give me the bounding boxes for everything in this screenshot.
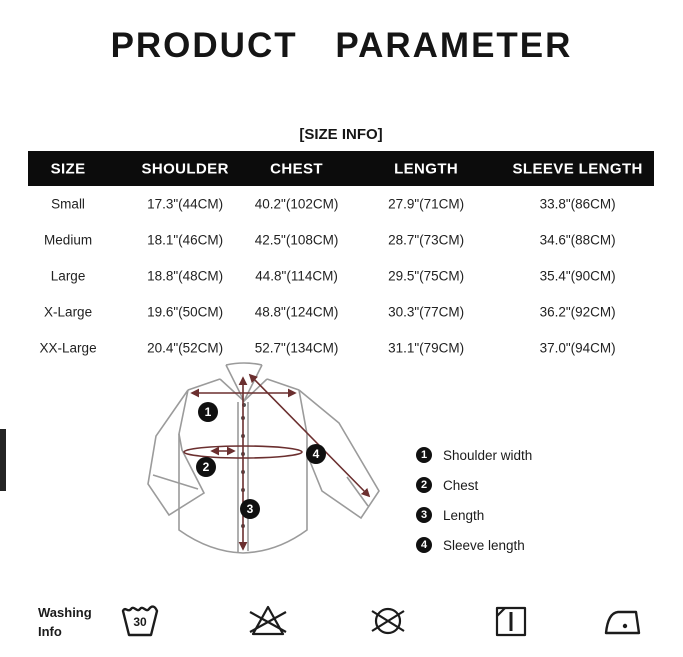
measurement-legend bbox=[416, 440, 532, 560]
size-label: X-Large bbox=[44, 304, 93, 320]
badge-2-number: 2 bbox=[202, 460, 210, 475]
legend-item-length bbox=[416, 500, 532, 530]
size-table bbox=[28, 151, 654, 366]
legend-badge-3: 3 bbox=[416, 507, 432, 523]
iron-low-heat-icon bbox=[603, 600, 643, 642]
do-not-bleach-icon bbox=[249, 600, 287, 642]
badge-3-number: 3 bbox=[246, 502, 254, 517]
badge-1-number: 1 bbox=[204, 405, 212, 420]
size-label: Small bbox=[51, 196, 85, 212]
length-value: 29.5"(75CM) bbox=[388, 268, 465, 284]
washing-info-label-line1: Washing bbox=[38, 605, 92, 620]
length-value: 27.9"(71CM) bbox=[388, 196, 465, 212]
size-label: Large bbox=[50, 268, 86, 284]
column-header-sleeve-length: SLEEVE LENGTH bbox=[512, 160, 643, 177]
page-title: PRODUCT PARAMETER bbox=[110, 26, 573, 65]
chest-value: 40.2"(102CM) bbox=[254, 196, 339, 212]
legend-badge-2: 2 bbox=[416, 477, 432, 493]
table-row-xx-large bbox=[28, 330, 654, 366]
wash-temperature: 30 bbox=[133, 615, 147, 629]
legend-label: Shoulder width bbox=[443, 447, 533, 463]
shoulder-value: 18.8"(48CM) bbox=[147, 268, 224, 284]
left-edge-artifact bbox=[0, 429, 6, 491]
chest-value: 42.5"(108CM) bbox=[254, 232, 339, 248]
size-info-heading: [SIZE INFO] bbox=[299, 126, 383, 143]
chest-value: 48.8"(124CM) bbox=[254, 304, 339, 320]
table-row-medium bbox=[28, 222, 654, 258]
sleeve-length-value: 35.4"(90CM) bbox=[539, 268, 616, 284]
size-label: XX-Large bbox=[39, 340, 97, 356]
legend-label: Chest bbox=[443, 477, 479, 493]
table-row-large bbox=[28, 258, 654, 294]
shirt-measurement-diagram bbox=[146, 362, 410, 590]
size-label: Medium bbox=[44, 232, 93, 248]
machine-wash-30-icon bbox=[121, 600, 159, 642]
washing-info-label bbox=[38, 603, 92, 641]
column-header-length: LENGTH bbox=[394, 160, 459, 177]
sleeve-length-value: 36.2"(92CM) bbox=[539, 304, 616, 320]
column-header-shoulder: SHOULDER bbox=[141, 160, 229, 177]
legend-item-chest bbox=[416, 470, 532, 500]
length-value: 30.3"(77CM) bbox=[388, 304, 465, 320]
table-row-small bbox=[28, 186, 654, 222]
chest-value: 44.8"(114CM) bbox=[255, 268, 338, 284]
sleeve-length-value: 33.8"(86CM) bbox=[539, 196, 616, 212]
drip-dry-icon bbox=[492, 600, 530, 642]
column-header-size: SIZE bbox=[50, 160, 86, 177]
washing-info-label-line2: Info bbox=[38, 624, 62, 639]
legend-item-shoulder-width bbox=[416, 440, 532, 470]
legend-label: Sleeve length bbox=[443, 537, 525, 553]
sleeve-length-value: 37.0"(94CM) bbox=[539, 340, 616, 356]
length-value: 28.7"(73CM) bbox=[388, 232, 465, 248]
do-not-dry-clean-icon bbox=[369, 600, 407, 642]
length-value: 31.1"(79CM) bbox=[388, 340, 465, 356]
badge-4-number: 4 bbox=[312, 447, 320, 462]
shoulder-value: 19.6"(50CM) bbox=[147, 304, 224, 320]
legend-badge-4: 4 bbox=[416, 537, 432, 553]
table-row-x-large bbox=[28, 294, 654, 330]
shoulder-value: 20.4"(52CM) bbox=[147, 340, 224, 356]
legend-label: Length bbox=[443, 507, 485, 523]
sleeve-length-arrow bbox=[250, 375, 369, 496]
sleeve-length-value: 34.6"(88CM) bbox=[539, 232, 616, 248]
shoulder-value: 17.3"(44CM) bbox=[147, 196, 224, 212]
legend-item-sleeve-length bbox=[416, 530, 532, 560]
column-header-chest: CHEST bbox=[270, 160, 323, 177]
legend-badge-1: 1 bbox=[416, 447, 432, 463]
chest-value: 52.7"(134CM) bbox=[254, 340, 339, 356]
size-table-header-row bbox=[28, 151, 654, 186]
shoulder-value: 18.1"(46CM) bbox=[147, 232, 224, 248]
